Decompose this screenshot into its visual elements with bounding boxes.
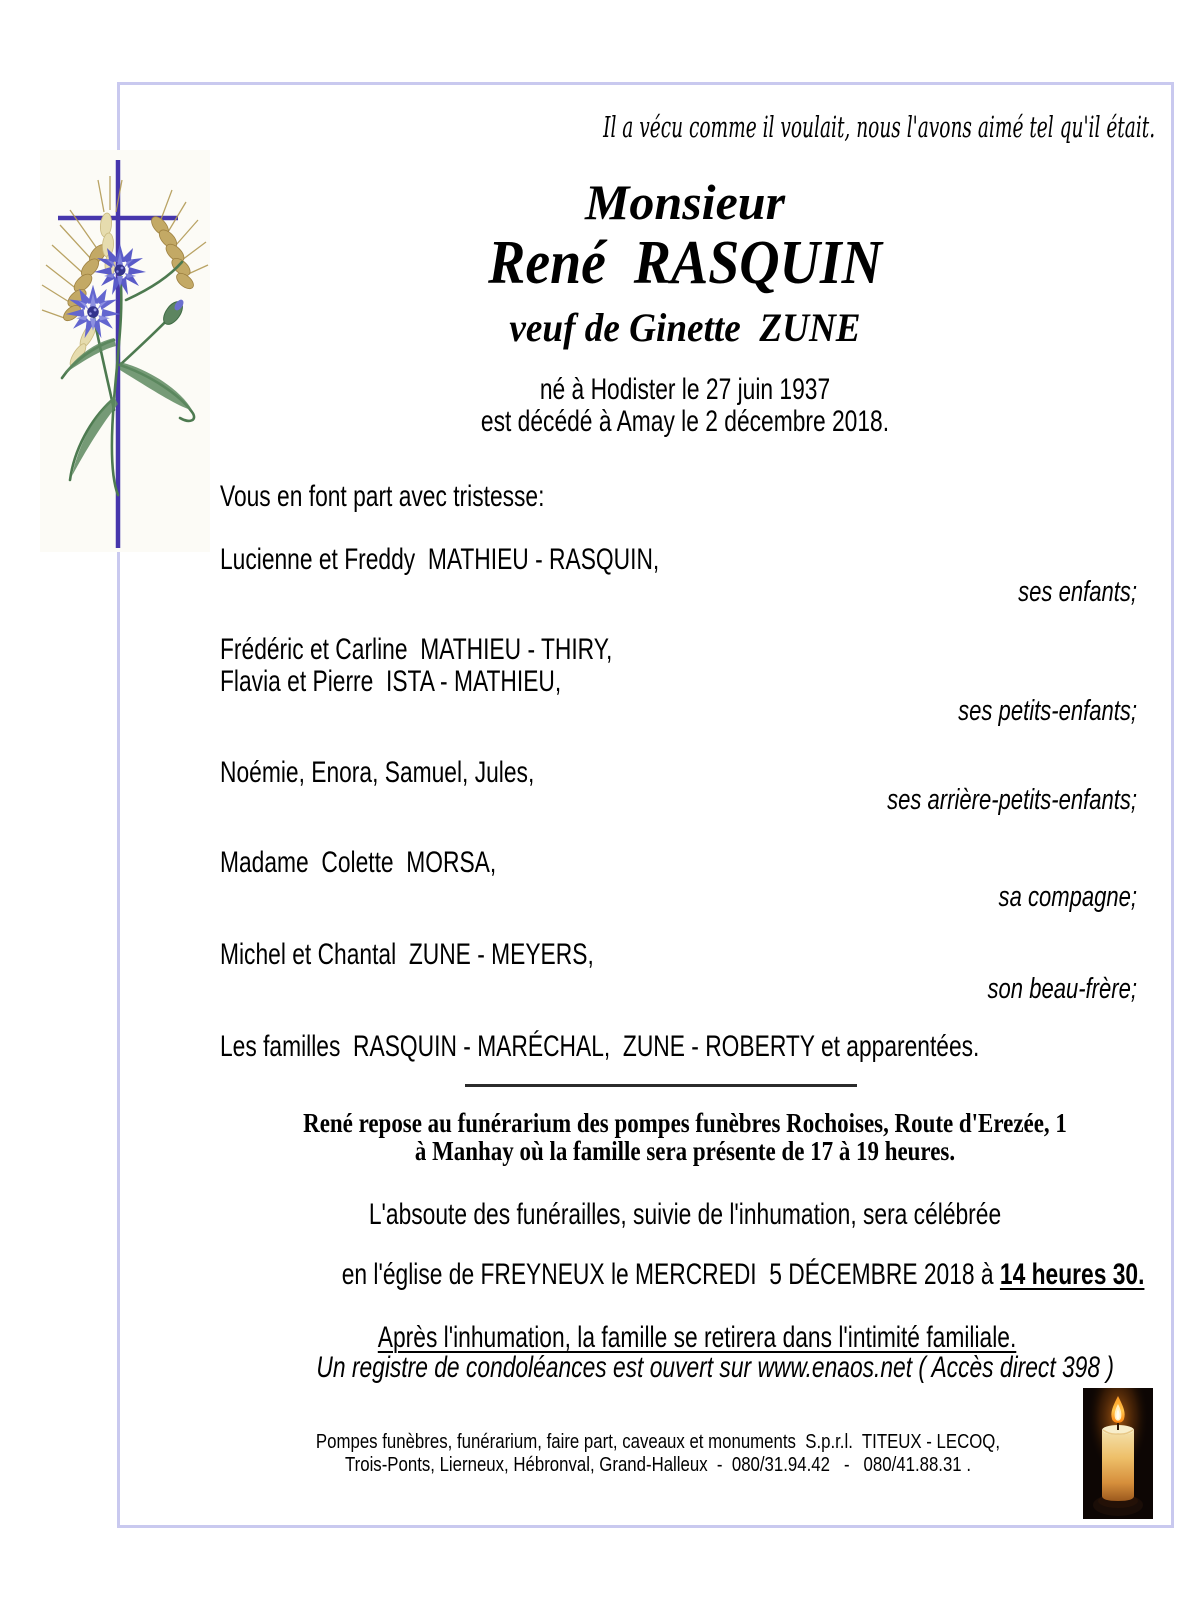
footer-line-2: Trois-Ponts, Lierneux, Hébronval, Grand-Halleux - 080/31.94.42 - 080/41.88.31 . <box>344 1454 971 1476</box>
family-role-brother-in-law: son beau-frère; <box>987 973 1137 1005</box>
funerarium-line-1: René repose au funérarium des pompes funèbres Rochoises, Route d'Erezée, 1 <box>303 1108 1067 1138</box>
register-line: Un registre de condoléances est ouvert sur www.enaos.net ( Accès direct 398 ) <box>316 1351 1114 1384</box>
cross-wheat-cornflowers-art <box>40 150 210 552</box>
ceremony-line-1: L'absoute des funérailles, suivie de l'inhumation, sera célébrée <box>368 1198 1002 1231</box>
family-name-greatgrandchildren: Noémie, Enora, Samuel, Jules, <box>220 756 535 789</box>
cross-wheat-cornflowers-illustration <box>40 150 210 552</box>
family-role-grandchildren: ses petits-enfants; <box>958 695 1137 727</box>
section-divider <box>465 1084 857 1087</box>
family-name-brother-in-law: Michel et Chantal ZUNE - MEYERS, <box>220 938 594 971</box>
candle-icon <box>1083 1388 1153 1519</box>
epitaph-quote: Il a vécu comme il voulait, nous l'avons aimé tel qu'il était. <box>603 110 1156 144</box>
ceremony-line-2-text: en l'église de FREYNEUX le MERCREDI 5 DÉCEMBRE 2018 à <box>341 1257 1000 1291</box>
widower-line: veuf de Ginette ZUNE <box>509 305 861 350</box>
candle-photo <box>1083 1388 1153 1519</box>
funerarium-line-2: à Manhay où la famille sera présente de 17 à 19 heures. <box>414 1136 956 1166</box>
ceremony-time: 14 heures 30. <box>999 1257 1145 1291</box>
families-line: Les familles RASQUIN - MARÉCHAL, ZUNE - ROBERTY et apparentées. <box>220 1030 980 1063</box>
birth-line: né à Hodister le 27 juin 1937 <box>539 373 831 406</box>
retreat-line-text: Après l'inhumation, la famille se retirera dans l'intimité familiale. <box>377 1320 1017 1354</box>
death-line: est décédé à Amay le 2 décembre 2018. <box>480 405 890 438</box>
deceased-name: René RASQUIN <box>488 229 882 297</box>
family-name-grandchildren-1: Frédéric et Carline MATHIEU - THIRY, <box>220 633 613 666</box>
family-name-companion: Madame Colette MORSA, <box>220 846 497 879</box>
family-role-children: ses enfants; <box>1018 576 1137 608</box>
announcement-intro: Vous en font part avec tristesse: <box>220 480 545 513</box>
family-role-greatgrandchildren: ses arrière-petits-enfants; <box>887 784 1137 816</box>
family-role-companion: sa compagne; <box>998 881 1137 913</box>
footer-line-1: Pompes funèbres, funérarium, faire part, caveaux et monuments S.p.r.l. TITEUX - LECOQ, <box>315 1431 1001 1453</box>
deceased-title: Monsieur <box>584 174 786 230</box>
family-name-children: Lucienne et Freddy MATHIEU - RASQUIN, <box>220 543 660 576</box>
family-name-grandchildren-2: Flavia et Pierre ISTA - MATHIEU, <box>220 665 562 698</box>
